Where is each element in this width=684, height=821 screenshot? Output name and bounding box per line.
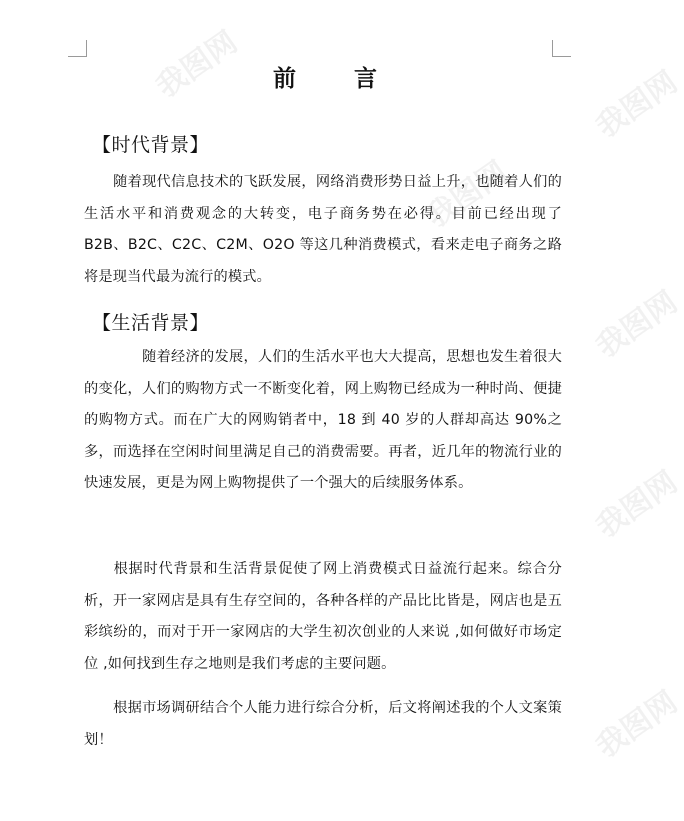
watermark: 我图网: [590, 464, 684, 546]
watermark: 我图网: [590, 684, 684, 766]
paragraph-era-background: [84, 167, 562, 293]
section-heading-life-background: 【生活背景】: [92, 312, 210, 334]
watermark: 我图网: [150, 24, 244, 106]
paragraph-summary: [84, 554, 562, 680]
paragraph-conclusion: [84, 693, 562, 756]
watermark: 我图网: [590, 64, 684, 146]
margin-corner-mark: [552, 40, 571, 57]
title-char-2: 言: [354, 65, 377, 92]
paragraph-life-background: [84, 342, 562, 500]
page-title: [0, 60, 650, 93]
section-heading-era-background: 【时代背景】: [92, 134, 210, 156]
watermark: 我图网: [420, 154, 514, 236]
title-char-1: 前: [273, 65, 296, 92]
margin-corner-mark: [68, 40, 87, 57]
paragraph-text: 根据时代背景和生活背景促使了网上消费模式日益流行起来。综合分析，开一家网店是具有生存空间的，各种各样的产品比比皆是，网店也是五彩缤纷的，而对于开一家网店的大学生初次创业的人来说 ,如何做好市场定位 ,如何找到生存之地则是我们考虑的主要问题。: [84, 561, 562, 672]
paragraph-text: 随着经济的发展，人们的生活水平也大大提高，思想也发生着很大的变化，人们的购物方式一不断变化着，网上购物已经成为一种时尚、便捷的购物方式。而在广大的网购销者中，18 到 40 岁的人群却高达 90%之多，而选择在空闲时间里满足自己的消费需要。再者，近几年的物流行业的快速发展，更是为网上购物提供了一个强大的后续服务体系。: [84, 349, 562, 491]
watermark: 我图网: [590, 284, 684, 366]
paragraph-text: 根据市场调研结合个人能力进行综合分析，后文将阐述我的个人文案策划！: [84, 700, 562, 748]
paragraph-text: 随着现代信息技术的飞跃发展，网络消费形势日益上升，也随着人们的生活水平和消费观念的大转变，电子商务势在必得。目前已经出现了 B2B、B2C、C2C、C2M、O2O 等这几种消费模式，看来走电子商务之路将是现当代最为流行的模式。: [84, 174, 562, 285]
